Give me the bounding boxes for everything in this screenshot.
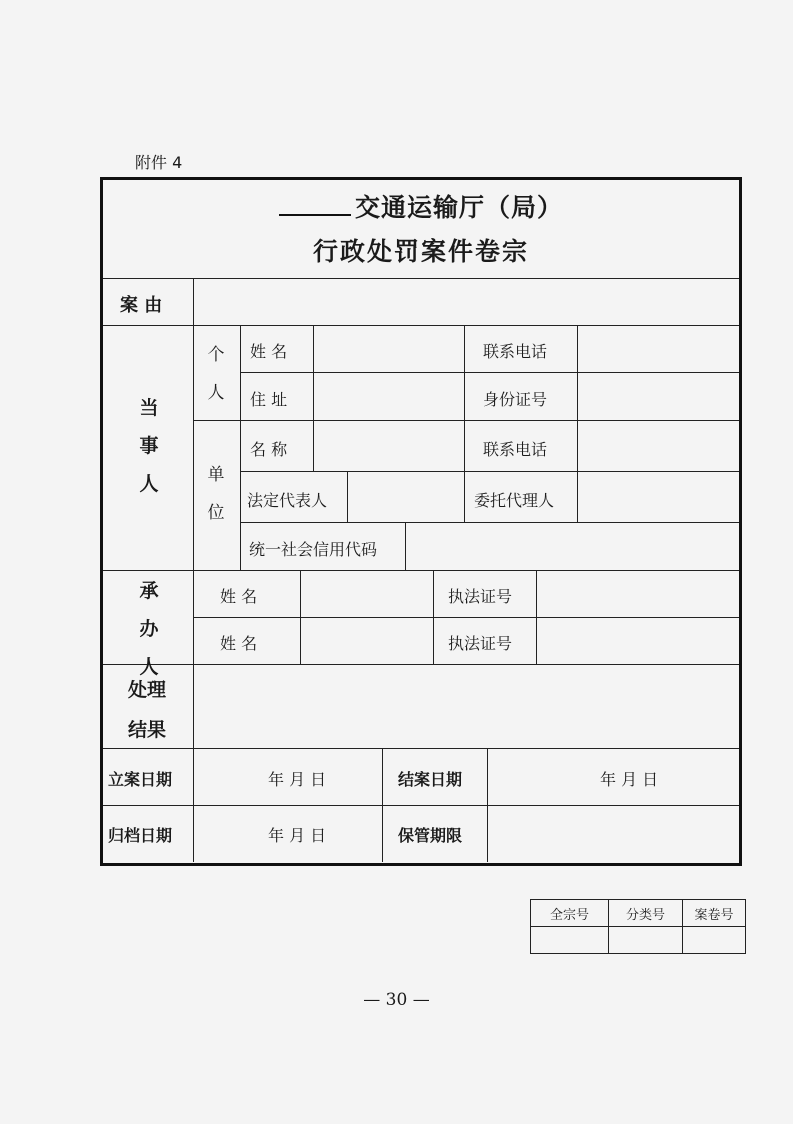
province-blank[interactable] <box>279 194 351 216</box>
rule-org-reps-bottom <box>240 522 739 523</box>
col-creditcode-divider <box>405 522 406 570</box>
col-date-divider1 <box>382 748 383 862</box>
col-subgroup-divider <box>240 325 241 570</box>
individual-char-2: 人 <box>207 383 225 403</box>
rule-handler-mid <box>193 617 739 618</box>
agent-label: 委托代理人 <box>474 491 555 510</box>
code-header-row <box>531 900 746 927</box>
col-value-divider <box>464 325 465 471</box>
archive-date-label: 归档日期 <box>108 826 173 845</box>
party-label <box>137 389 161 503</box>
handler-char-1: 承 <box>139 580 159 602</box>
handler-label <box>137 572 161 686</box>
party-char-2: 事 <box>139 435 159 457</box>
individual-char-1: 个 <box>207 345 225 365</box>
org-phone-label: 联系电话 <box>483 440 548 459</box>
cover-title-line1 <box>100 188 742 224</box>
file-number-cell[interactable] <box>683 927 746 954</box>
col-agent-left <box>464 471 465 522</box>
handler-char-3: 人 <box>139 656 159 678</box>
col-field-label-divider <box>313 325 314 471</box>
col-legalrep-divider <box>347 471 348 522</box>
rule-indiv-bottom <box>193 420 739 421</box>
closing-date-value[interactable]: 年 月 日 <box>600 770 659 789</box>
individual-address-label: 住 址 <box>250 390 288 409</box>
individual-phone-label: 联系电话 <box>483 342 548 361</box>
rule-indiv-mid <box>240 372 739 373</box>
handler1-name-label: 姓 名 <box>220 587 258 606</box>
result-label-line1: 处理 <box>128 679 167 701</box>
col-handler-name-divider <box>300 570 301 664</box>
col-handler-cert-right <box>536 570 537 664</box>
party-char-1: 当 <box>139 397 159 419</box>
individual-label <box>205 336 227 412</box>
code-value-row <box>531 927 746 954</box>
org-name-label: 名 称 <box>250 440 288 459</box>
rule-org-name-bottom <box>240 471 739 472</box>
col-label-divider <box>193 278 194 862</box>
individual-id-label: 身份证号 <box>483 390 548 409</box>
filing-date-label: 立案日期 <box>108 770 173 789</box>
category-number-header: 分类号 <box>609 900 683 927</box>
rule-under-case-reason <box>103 325 739 326</box>
rule-result-bottom <box>103 748 739 749</box>
col-handler-cert-left <box>433 570 434 664</box>
archive-code-table <box>530 899 746 954</box>
legal-rep-label: 法定代表人 <box>247 491 328 510</box>
file-number-header: 案卷号 <box>683 900 746 927</box>
case-reason-label: 案 由 <box>120 295 163 316</box>
rule-party-bottom <box>103 570 739 571</box>
rule-under-title <box>103 278 739 279</box>
organization-char-2: 位 <box>207 503 225 523</box>
individual-name-label: 姓 名 <box>250 342 288 361</box>
result-label-line2: 结果 <box>128 719 167 741</box>
organization-label <box>205 456 227 532</box>
col-agent-right <box>577 471 578 522</box>
category-number-cell[interactable] <box>609 927 683 954</box>
attachment-label: 附件 4 <box>135 153 183 172</box>
filing-date-value[interactable]: 年 月 日 <box>268 770 327 789</box>
credit-code-label: 统一社会信用代码 <box>249 540 378 559</box>
archive-date-value[interactable]: 年 月 日 <box>268 826 327 845</box>
handler1-cert-label: 执法证号 <box>448 587 513 606</box>
organization-char-1: 单 <box>207 465 225 485</box>
cover-title-line2: 行政处罚案件卷宗 <box>312 237 529 266</box>
handler-char-2: 办 <box>139 618 159 640</box>
retention-label: 保管期限 <box>398 826 463 845</box>
closing-date-label: 结案日期 <box>398 770 463 789</box>
handler2-name-label: 姓 名 <box>220 634 258 653</box>
rule-dates-mid <box>103 805 739 806</box>
party-char-3: 人 <box>139 473 159 495</box>
col-date-divider2 <box>487 748 488 862</box>
handler2-cert-label: 执法证号 <box>448 634 513 653</box>
rule-handler-bottom <box>103 664 739 665</box>
col-phone-divider <box>577 325 578 471</box>
fonds-number-header: 全宗号 <box>531 900 609 927</box>
title-suffix: 交通运输厅（局） <box>354 193 563 222</box>
fonds-number-cell[interactable] <box>531 927 609 954</box>
page-number: — 30 — <box>363 990 430 1010</box>
